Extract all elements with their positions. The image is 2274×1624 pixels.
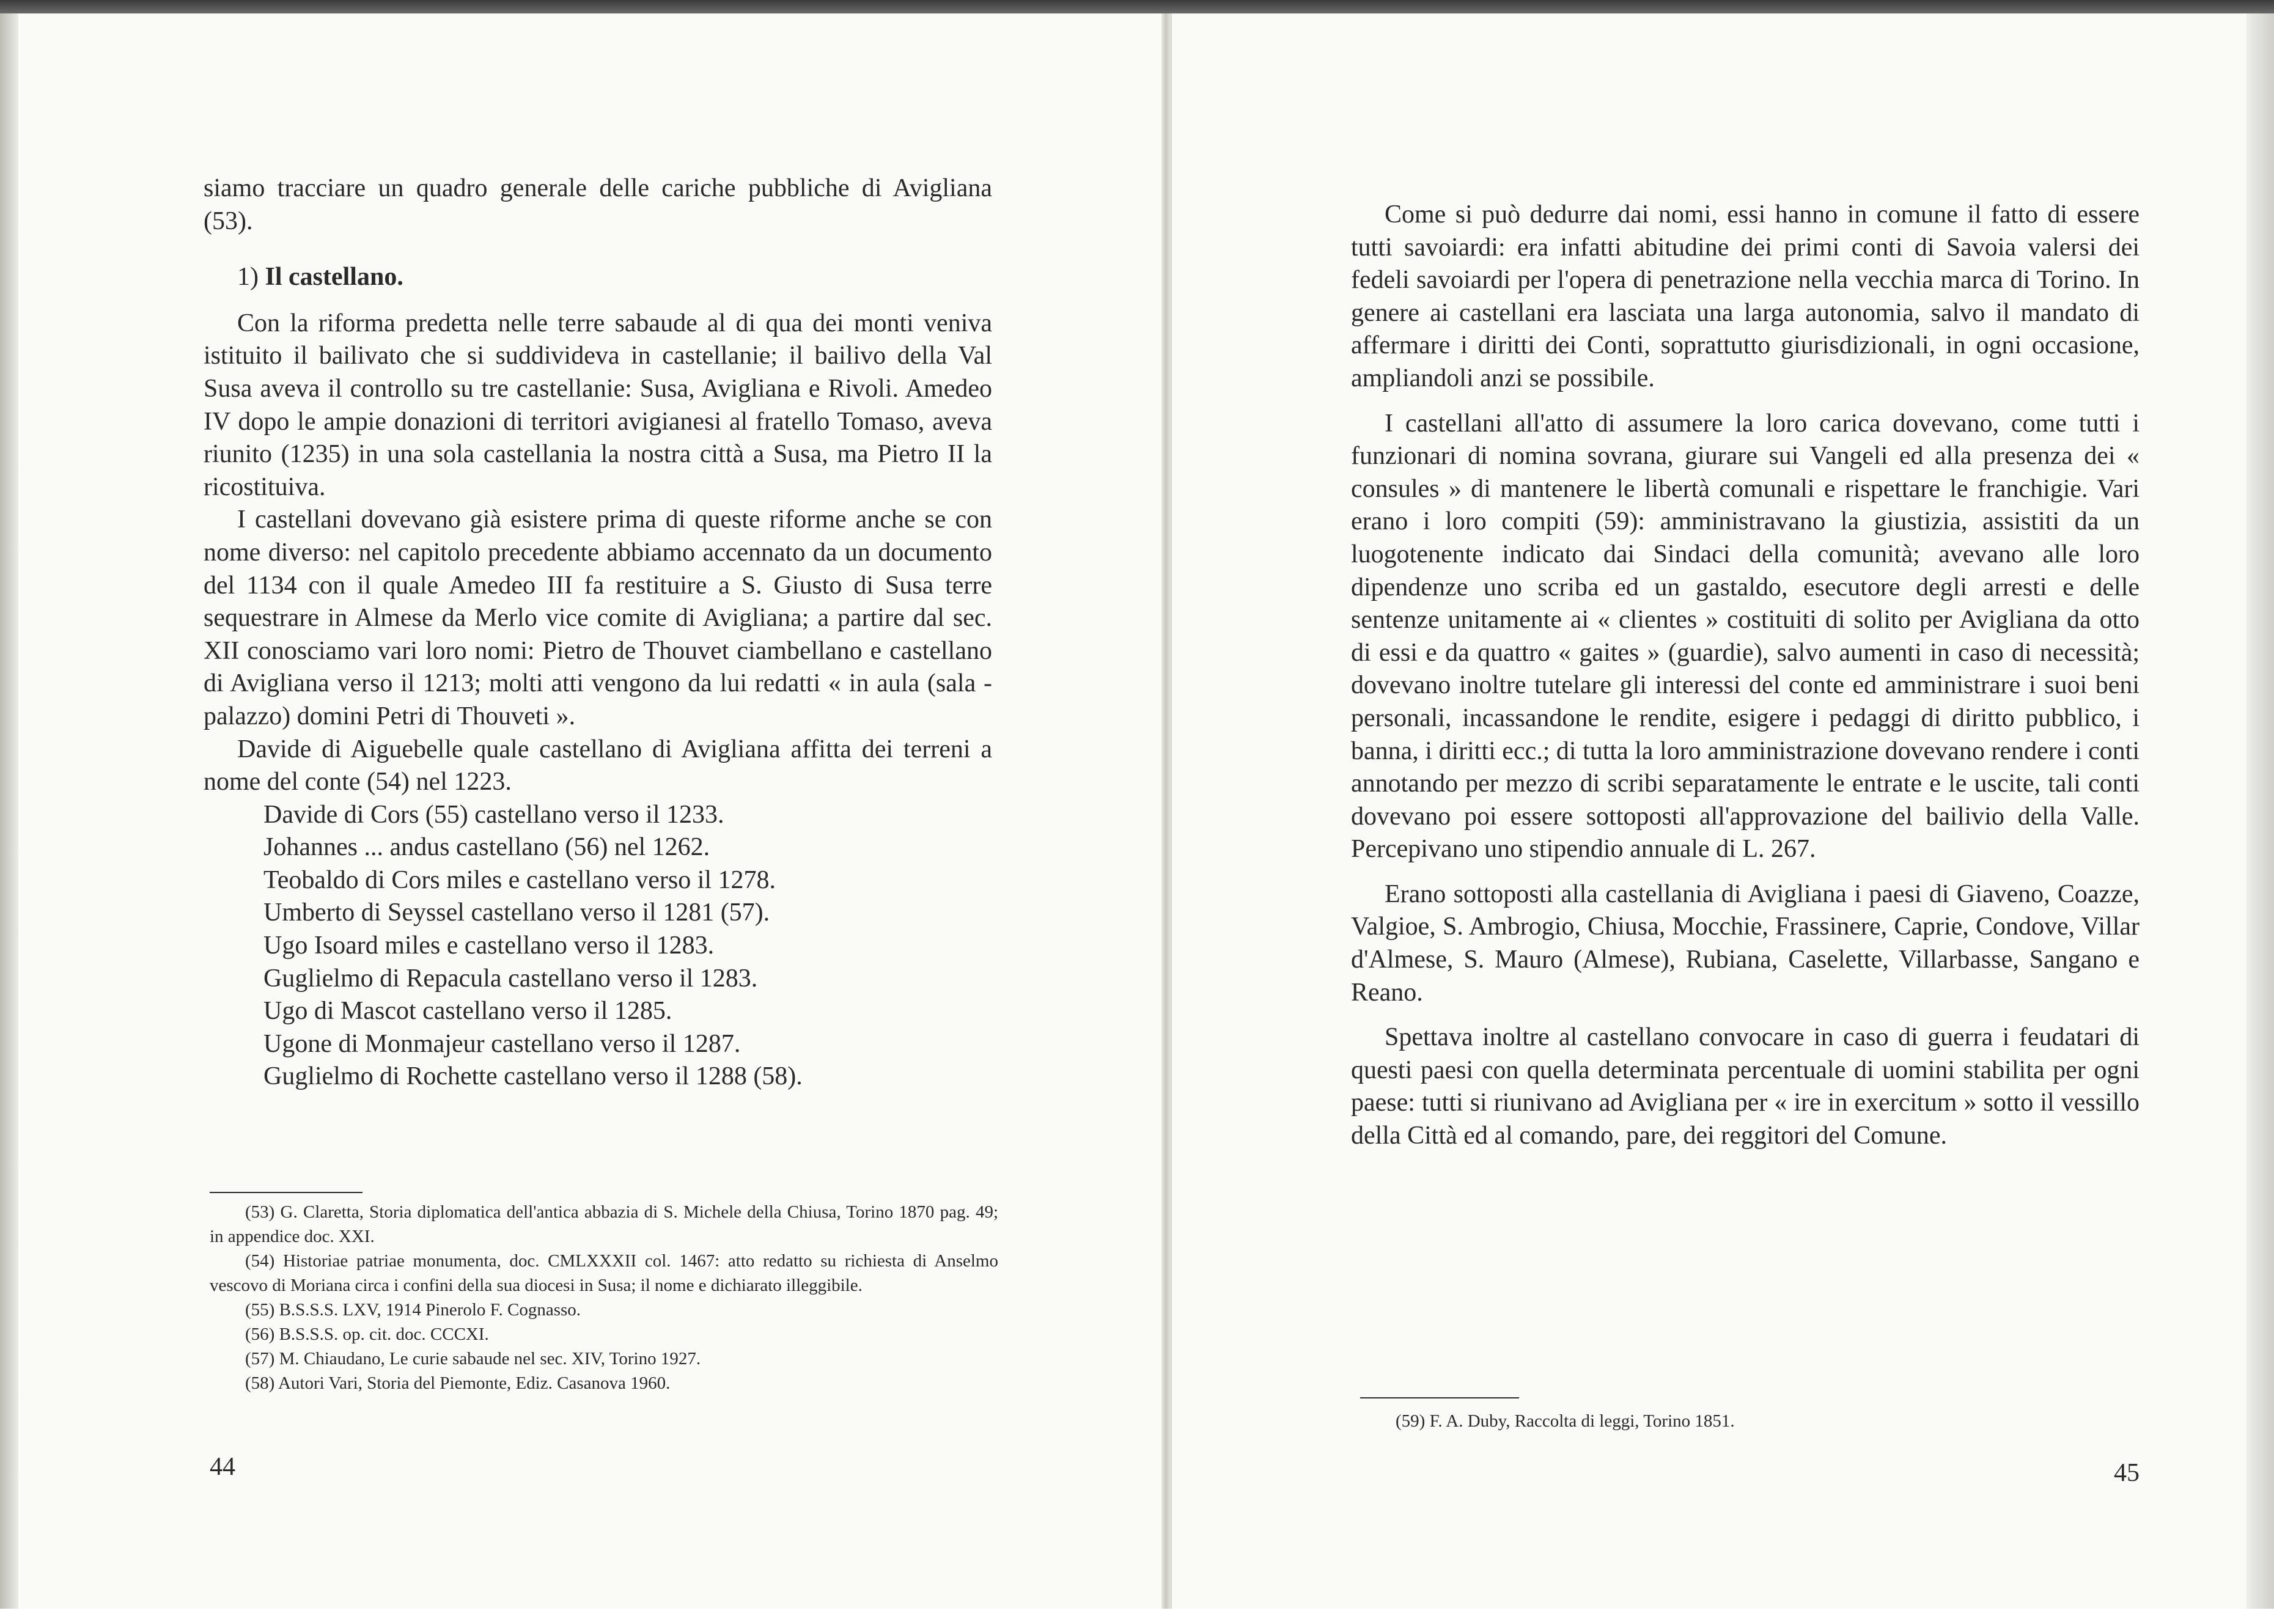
left-page-body: [204, 172, 992, 1093]
book-spine: [1161, 13, 1171, 1609]
list-item: Ugo di Mascot castellano verso il 1285.: [263, 997, 672, 1026]
footnote-55: (55) B.S.S.S. LXV, 1914 Pinerolo F. Cognasso.: [245, 1300, 581, 1320]
list-item: Guglielmo di Repacula castellano verso il 1283.: [263, 964, 758, 993]
scan-top-border: [0, 0, 2274, 13]
list-item: Umberto di Seyssel castellano verso il 1281 (57).: [263, 898, 770, 927]
paragraph-paesi: Erano sottoposti alla castellania di Avigliana i paesi di Giaveno, Coazze, Valgioe, S. Ambrogio, Chiusa, Mocchie, Frassinere, Caprie, Condove, Villar d'Almese, S. Mauro (Almese), Rubiana, Caselette, Villarbasse, Sangano e Reano.: [1351, 880, 2140, 1007]
heading-title: Il castellano.: [265, 263, 403, 292]
list-item: Ugone di Monmajeur castellano verso il 1287.: [263, 1029, 741, 1058]
paragraph-castellani: I castellani dovevano già esistere prima di queste riforme anche se con nome diverso: nel capitolo precedente abbiamo accennato da un documento del 1134 con il quale Amedeo III fa restituire a S. Giusto di Susa terre sequestrare in Almese da Merlo vice comite di Avigliana; a partire dal sec. XII conosciamo vari loro nomi: Pietro de Thouvet ciambellano e castellano di Avigliana verso il 1213; molti atti vengono da lui redatti « in aula (sala - palazzo) domini Petri di Thouveti ».: [204, 505, 992, 730]
section-heading: [237, 261, 992, 294]
footnote-56: (56) B.S.S.S. op. cit. doc. CCCXI.: [245, 1325, 489, 1344]
page-number-right: 45: [2114, 1459, 2140, 1487]
list-item: Guglielmo di Rochette castellano verso il 1288 (58).: [263, 1062, 803, 1091]
left-footnotes: [210, 1200, 998, 1395]
page-number-left: 44: [210, 1453, 235, 1481]
heading-number: 1): [237, 263, 259, 292]
list-item: Davide di Cors (55) castellano verso il 1233.: [263, 800, 724, 829]
right-footnotes: [1360, 1409, 2149, 1433]
paragraph-nomi: Come si può dedurre dai nomi, essi hanno in comune il fatto di essere tutti savoiardi: era infatti abitudine dei primi conti di Savoia valersi dei fedeli savoiardi per l'opera di penetrazione nella vecchia marca di Torino. In genere ai castellani era lasciata una larga autonomia, salvo il mandato di affermare i diritti dei Conti, soprattutto giurisdizionali, in ogni occasione, ampliandoli anzi se possibile.: [1351, 200, 2140, 392]
footnote-58: (58) Autori Vari, Storia del Piemonte, Ediz. Casanova 1960.: [245, 1373, 671, 1393]
paragraph-riforma: Con la riforma predetta nelle terre sabaude al di qua dei monti veniva istituito il bailivato che si suddivideva in castellanie; il bailivo della Val Susa aveva il controllo su tre castellanie: Susa, Avigliana e Rivoli. Amedeo IV dopo le ampie donazioni di territori avigianesi al fratello Tomaso, aveva riunito (1235) in una sola castellania la nostra città a Susa, ma Pietro II la ricostituiva.: [204, 309, 992, 501]
book-right-edge: [2246, 13, 2274, 1609]
left-footnote-rule: [210, 1192, 362, 1193]
list-item: Johannes ... andus castellano (56) nel 1262.: [263, 833, 710, 862]
right-footnote-rule: [1360, 1397, 1519, 1398]
castellani-list: [263, 799, 992, 1093]
paragraph-compiti: I castellani all'atto di assumere la loro carica dovevano, come tutti i funzionari di nomina sovrana, giurare sui Vangeli ed alla presenza dei « consules » di mantenere le libertà comunali e rispettare le franchigie. Vari erano i loro compiti (59): amministravano la giustizia, assistiti da un luogotenente indicato dai Sindaci della comunità; avevano alle loro dipendenze uno scriba ed un gastaldo, esecutore degli arresti e delle sentenze unitamente ai « clientes » costituiti di solito per Avigliana da otto di essi e da quattro « gaites » (guardie), salvo aumenti in caso di necessità; dovevano inoltre tutelare gli interessi del conte ed amministrare i suoi beni personali, incassandone le rendite, esigere i pedaggi di diritto pubblico, i banna, i diritti ecc.; di tutta la loro amministrazione dovevano rendere i conti annotando per mezzo di scribi separatamente le entrate e le uscite, tali conti dovevano poi essere sottoposti all'approvazione del bailivio della Valle. Percepivano uno stipendio annuale di L. 267.: [1351, 409, 2140, 864]
footnote-53: (53) G. Claretta, Storia diplomatica dell'antica abbazia di S. Michele della Chiusa, Torino 1870 pag. 49; in appendice doc. XXI.: [210, 1202, 998, 1246]
list-item: Ugo Isoard miles e castellano verso il 1283.: [263, 931, 715, 960]
book-left-edge: [0, 13, 18, 1609]
footnote-59: (59) F. A. Duby, Raccolta di leggi, Torino 1851.: [1396, 1411, 1735, 1431]
paragraph-davide: Davide di Aiguebelle quale castellano di Avigliana affitta dei terreni a nome del conte (54) nel 1223.: [204, 735, 992, 796]
intro-paragraph: siamo tracciare un quadro generale delle cariche pubbliche di Avigliana (53).: [204, 174, 992, 235]
paragraph-guerra: Spettava inoltre al castellano convocare in caso di guerra i feudatari di questi paesi con quella determinata percentuale di uomini stabilita per ogni paese: tutti si riunivano ad Avigliana per « ire in exercitum » sotto il vessillo della Città ed al comando, pare, dei reggitori del Comune.: [1351, 1023, 2140, 1150]
right-page-body: [1351, 199, 2140, 1153]
list-item: Teobaldo di Cors miles e castellano verso il 1278.: [263, 865, 776, 894]
footnote-54: (54) Historiae patriae monumenta, doc. CMLXXXII col. 1467: atto redatto su richiesta di Anselmo vescovo di Moriana circa i confini della sua diocesi in Susa; il nome e dichiarato illeggibile.: [210, 1251, 998, 1295]
footnote-57: (57) M. Chiaudano, Le curie sabaude nel sec. XIV, Torino 1927.: [245, 1349, 701, 1369]
